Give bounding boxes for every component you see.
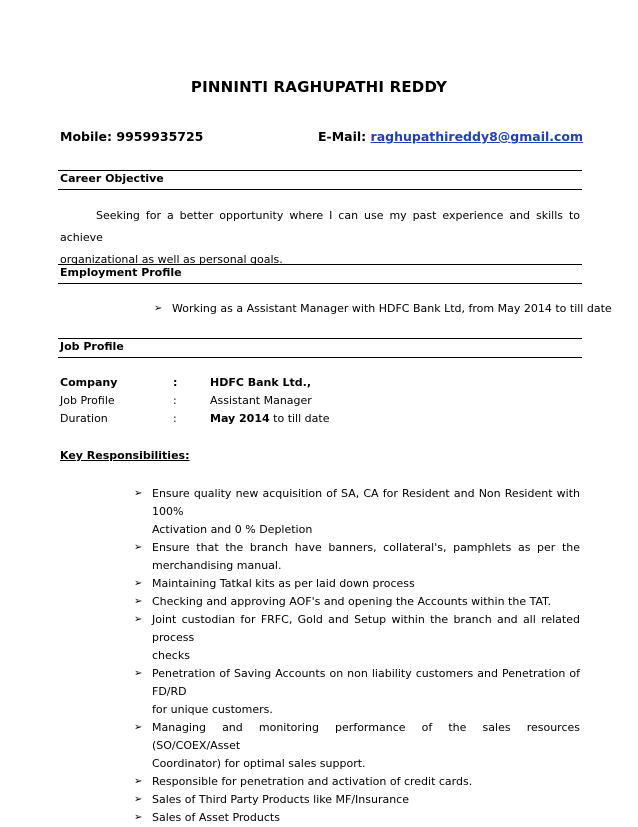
arrow-bullet-icon: ➢ — [134, 722, 143, 733]
responsibility-text — [152, 611, 580, 665]
responsibility-line-1: Ensure that the branch have banners, collateral's, pamphlets as per the — [152, 541, 580, 554]
responsibilities-list — [134, 485, 580, 827]
job-row — [60, 394, 580, 410]
mobile-number: 9959935725 — [116, 129, 204, 144]
responsibility-item — [134, 485, 580, 539]
duration-row — [60, 412, 580, 428]
responsibility-text — [152, 485, 580, 539]
career-objective-line-2: organizational as well as personal goals. — [60, 253, 283, 266]
arrow-bullet-icon: ➢ — [134, 668, 143, 679]
job-profile-title: Job Profile — [60, 340, 124, 353]
arrow-bullet-icon: ➢ — [134, 812, 143, 823]
responsibility-item — [134, 809, 580, 827]
job-colon: : — [173, 394, 177, 407]
employment-profile-title: Employment Profile — [60, 266, 182, 279]
responsibility-text — [152, 539, 580, 575]
responsibility-item — [134, 593, 580, 611]
responsibility-line-2: merchandising manual. — [152, 559, 282, 572]
responsibility-item — [134, 611, 580, 665]
arrow-bullet-icon: ➢ — [134, 776, 143, 787]
email-contact — [318, 129, 583, 144]
responsibility-text — [152, 773, 580, 791]
responsibility-line-1: Managing and monitoring performance of the sales resources (SO/COEX/Asset — [152, 721, 580, 752]
responsibility-line-1: Responsible for penetration and activation of credit cards. — [152, 775, 473, 788]
career-objective-header — [58, 170, 582, 190]
arrow-bullet-icon: ➢ — [134, 542, 143, 553]
company-label: Company — [60, 376, 118, 389]
responsibility-line-2: checks — [152, 649, 190, 662]
responsibility-line-2: for unique customers. — [152, 703, 273, 716]
responsibility-line-1: Sales of Asset Products — [152, 811, 280, 824]
arrow-bullet-icon: ➢ — [134, 578, 143, 589]
arrow-bullet-icon: ➢ — [134, 614, 143, 625]
career-objective-line-1: Seeking for a better opportunity where I can use my past experience and skills to achieve — [60, 209, 580, 244]
responsibility-item — [134, 539, 580, 575]
responsibility-line-1: Sales of Third Party Products like MF/Insurance — [152, 793, 409, 806]
candidate-name: PINNINTI RAGHUPATHI REDDY — [190, 78, 448, 96]
responsibility-text — [152, 575, 580, 593]
arrow-bullet-icon: ➢ — [134, 794, 143, 805]
duration-label: Duration — [60, 412, 108, 425]
responsibility-line-2: Coordinator) for optimal sales support. — [152, 757, 366, 770]
arrow-bullet-icon: ➢ — [154, 303, 163, 314]
responsibility-text — [152, 593, 580, 611]
employment-profile-header — [58, 264, 582, 284]
duration-colon: : — [173, 412, 177, 425]
responsibility-line-1: Penetration of Saving Accounts on non liability customers and Penetration of FD/RD — [152, 667, 580, 698]
duration-start: May 2014 — [210, 412, 270, 425]
responsibility-line-1: Checking and approving AOF's and opening the Accounts within the TAT. — [152, 595, 552, 608]
responsibility-item — [134, 791, 580, 809]
mobile-contact — [60, 129, 203, 144]
responsibility-line-1: Ensure quality new acquisition of SA, CA for Resident and Non Resident with 100% — [152, 487, 580, 518]
company-value: HDFC Bank Ltd., — [210, 376, 312, 389]
career-objective-text — [60, 205, 580, 271]
job-value: Assistant Manager — [210, 394, 312, 407]
responsibility-item — [134, 773, 580, 791]
responsibility-line-1: Maintaining Tatkal kits as per laid down process — [152, 577, 415, 590]
responsibility-text — [152, 665, 580, 719]
company-row — [60, 376, 580, 392]
responsibility-line-1: Joint custodian for FRFC, Gold and Setup within the branch and all related process — [152, 613, 580, 644]
responsibility-item — [134, 575, 580, 593]
responsibility-text — [152, 719, 580, 773]
job-profile-header — [58, 338, 582, 358]
responsibility-text — [152, 809, 580, 827]
duration-value — [210, 412, 329, 425]
key-responsibilities-title: Key Responsibilities: — [60, 449, 190, 462]
email-label: E-Mail: — [318, 129, 367, 144]
responsibility-item — [134, 719, 580, 773]
career-objective-title: Career Objective — [60, 172, 164, 185]
employment-item-text: Working as a Assistant Manager with HDFC Bank Ltd, from May 2014 to till date — [172, 302, 612, 315]
arrow-bullet-icon: ➢ — [134, 596, 143, 607]
arrow-bullet-icon: ➢ — [134, 488, 143, 499]
mobile-label: Mobile: — [60, 129, 113, 144]
duration-end: to till date — [269, 412, 330, 425]
company-colon: : — [173, 376, 178, 389]
responsibility-item — [134, 665, 580, 719]
responsibility-text — [152, 791, 580, 809]
job-label: Job Profile — [60, 394, 115, 407]
email-link[interactable]: raghupathireddy8@gmail.com — [370, 129, 584, 144]
responsibility-line-2: Activation and 0 % Depletion — [152, 523, 313, 536]
